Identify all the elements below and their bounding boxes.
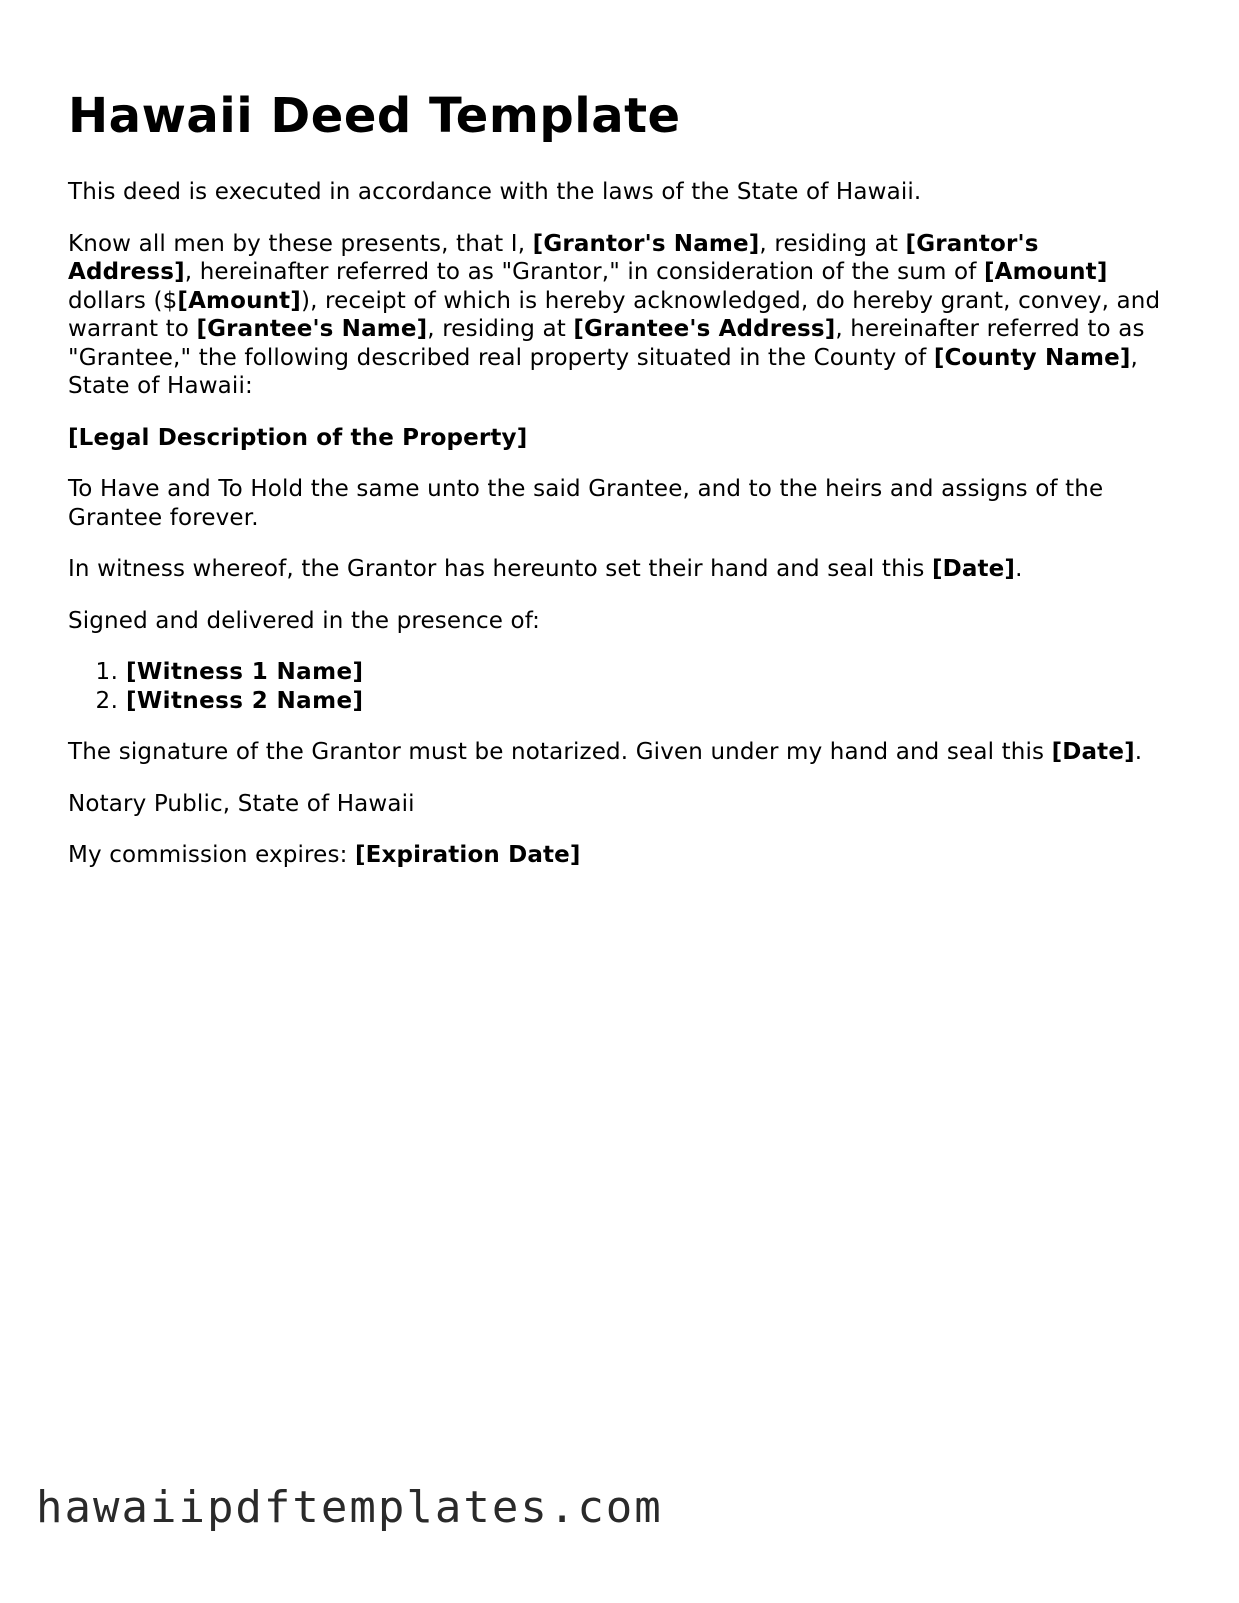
intro-paragraph: This deed is executed in accordance with the laws of the State of Hawaii.: [68, 179, 922, 205]
legal-description-placeholder: [Legal Description of the Property]: [68, 424, 528, 451]
witness-2-item: 2. [Witness 2 Name]: [126, 687, 1168, 716]
grant-text-5: ), receipt of which is hereby acknowledged, do hereby grant, convey, and warrant to: [68, 287, 1161, 342]
grantee-address-placeholder: [Grantee's Address]: [573, 316, 836, 342]
notary-public-paragraph: Notary Public, State of Hawaii: [68, 790, 415, 817]
footer-watermark: hawaiipdftemplates.com: [36, 1482, 663, 1533]
amount-words-placeholder: [Amount]: [983, 259, 1108, 285]
witness-clause-text: In witness whereof, the Grantor has hereunto set their hand and seal this: [68, 556, 932, 582]
legal-description-paragraph: [68, 424, 1168, 453]
witness-date-placeholder: [Date]: [931, 556, 1016, 582]
expiration-date-placeholder: [Expiration Date]: [354, 842, 581, 868]
notary-date-placeholder: [Date]: [1051, 739, 1135, 765]
notary-clause-end: .: [1134, 739, 1143, 765]
notary-clause-paragraph: [68, 738, 1168, 767]
presence-paragraph: Signed and delivered in the presence of:: [68, 607, 541, 634]
grant-text-4: dollars ($: [68, 287, 178, 314]
grantor-address-placeholder: [Grantor's Address]: [68, 230, 1039, 285]
grant-paragraph: [68, 230, 1168, 401]
witness-list: [68, 658, 1168, 715]
grant-text-3: , hereinafter referred to as "Grantor," in consideration of the sum of: [184, 259, 984, 285]
grant-text-2: , residing at: [759, 230, 906, 257]
witness-clause-paragraph: [68, 555, 1168, 584]
grant-text-7: , hereinafter referred to as "Grantee," the following described real property situated in the County of: [68, 316, 1145, 371]
grant-text-8: , State of Hawaii:: [68, 344, 1139, 399]
county-name-placeholder: [County Name]: [933, 344, 1131, 371]
witness-1-item: 1. [Witness 1 Name]: [126, 658, 1168, 687]
document-page: [68, 88, 1168, 893]
grant-text-1: Know all men by these presents, that I,: [68, 230, 533, 257]
grantee-name-placeholder: [Grantee's Name]: [196, 316, 428, 342]
page-title: Hawaii Deed Template: [68, 88, 681, 144]
witness-clause-end: .: [1015, 556, 1023, 582]
commission-label: My commission expires:: [68, 842, 355, 868]
commission-paragraph: [68, 841, 1168, 870]
grantor-name-placeholder: [Grantor's Name]: [532, 230, 760, 257]
grant-text-6: , residing at: [427, 316, 574, 342]
amount-number-placeholder: [Amount]: [177, 287, 301, 314]
habendum-paragraph: To Have and To Hold the same unto the said Grantee, and to the heirs and assigns of the Grantee forever.: [68, 476, 1104, 531]
notary-clause-text: The signature of the Grantor must be notarized. Given under my hand and seal this: [68, 739, 1052, 765]
